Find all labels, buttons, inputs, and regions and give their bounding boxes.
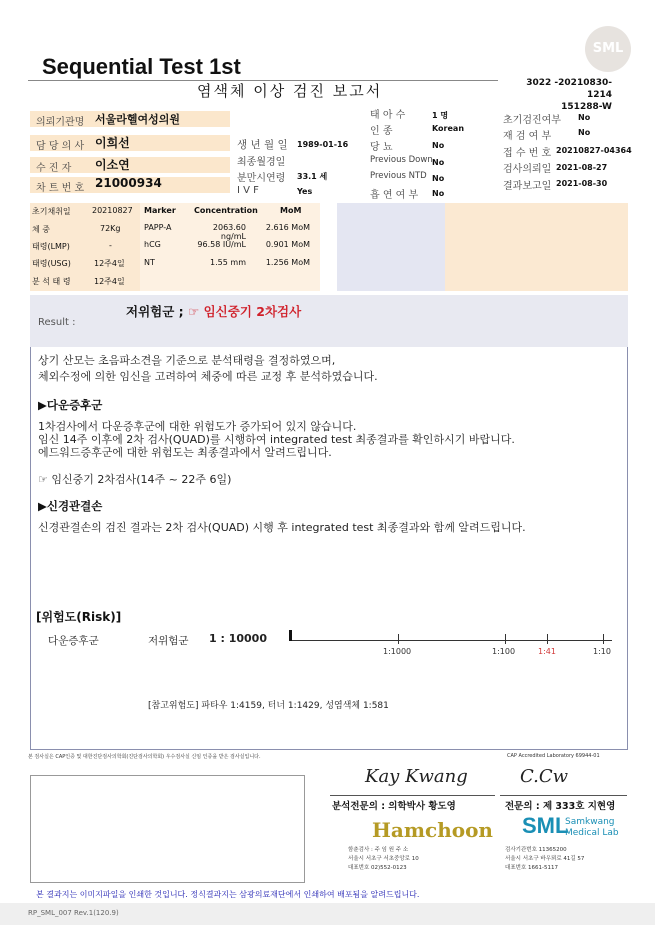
- scale-label-cutoff: 1:41: [538, 647, 556, 656]
- measure-label: 태령(USG): [32, 259, 71, 268]
- report-subtitle: 염색체 이상 검진 보고서: [197, 82, 383, 100]
- chart-label: 차 트 번 호: [36, 183, 85, 194]
- document-code: RP_SML_007 Rev.1(120.9): [28, 909, 119, 917]
- marker-name: hCG: [144, 240, 161, 249]
- risk-condition: 다운증후군: [48, 635, 99, 647]
- retest-value: No: [578, 128, 591, 137]
- hospital-label: 의뢰기관명: [36, 117, 85, 128]
- marker-header: Marker: [144, 206, 176, 215]
- request-date-label: 검사의뢰일: [503, 164, 552, 175]
- sml-badge-logo: SML: [585, 26, 631, 72]
- measure-value: 72Kg: [100, 224, 121, 233]
- comment-box: [30, 775, 305, 883]
- scale-tick: [547, 634, 548, 644]
- result-summary: [126, 302, 301, 320]
- measure-label: 분 석 태 령: [32, 277, 71, 286]
- scale-label: 1:1000: [383, 647, 412, 656]
- hamchoon-address: [348, 846, 419, 873]
- expert-title: 전문의 : 제 333호 지현영: [505, 801, 616, 812]
- expert-signature: C.Cw: [520, 766, 569, 787]
- fetus-label: 태 아 수: [370, 110, 406, 121]
- marker-concentration: 1.55 mm: [210, 258, 246, 267]
- ntd-line: 신경관결손의 검진 결과는 2차 검사(QUAD) 시행 후 integrated test 최종결과와 함께 알려드립니다.: [38, 521, 526, 534]
- down-line2: 임신 14주 이후에 2차 검사(QUAD)를 시행하여 integrated test 최종결과를 확인하시기 바랍니다.: [38, 433, 515, 446]
- report-date-value: 2021-08-30: [556, 179, 608, 188]
- prev-down-value: No: [432, 158, 445, 167]
- cap-note: 본 검사실은 CAP인증 및 대한진단검사의학회(진단검사의학회) 우수검사실 신임 인증을 받은 검사실입니다.: [28, 754, 261, 760]
- sml-address-line: 검사기관번호 11365200: [505, 847, 567, 853]
- sml-address-line: 서울시 서초구 바우뫼로 41길 57: [505, 856, 585, 862]
- risk-marker: [289, 630, 292, 641]
- smoking-value: No: [432, 189, 445, 198]
- result-risk-level: 저위험군 ;: [126, 304, 184, 319]
- measure-label: 초기채취일: [32, 207, 71, 216]
- marker-mom: 1.256 MoM: [265, 258, 310, 267]
- examinee-label: 수 진 자: [36, 163, 72, 174]
- result-para1-line2: 체외수정에 의한 임신을 고려하여 체중에 따른 교정 후 분석하였습니다.: [38, 370, 378, 383]
- cap-accreditation: CAP Accredited Laboratory 69944-01: [507, 753, 600, 759]
- hamchoon-address-line: 함춘검사 : 주 임 원 주 소: [348, 847, 409, 853]
- marker-concentration: 2063.60 ng/mL: [212, 223, 246, 241]
- race-value: Korean: [432, 124, 465, 133]
- analyst-title: 분석전문의 : 의학박사 황도영: [332, 801, 456, 812]
- risk-ratio: 1 : 10000: [209, 632, 267, 645]
- measure-label: 태령(LMP): [32, 242, 70, 251]
- ivf-value: Yes: [297, 187, 313, 196]
- expert-sig-line: [500, 795, 627, 796]
- report-code: [522, 77, 612, 113]
- risk-reference: [참고위험도] 파타우 1:4159, 터너 1:1429, 성염색체 1:581: [148, 701, 389, 711]
- first-test-value: No: [578, 113, 591, 122]
- scale-label: 1:10: [593, 647, 611, 656]
- ivf-label: I V F: [237, 185, 259, 196]
- ntd-heading: ▶신경관결손: [38, 499, 103, 513]
- doctor-value: 이희선: [95, 136, 130, 150]
- second-test-note: ☞ 임신중기 2차검사(14주 ~ 22주 6일): [38, 473, 232, 486]
- down-line1: 1차검사에서 다운증후군에 대한 위험도가 증가되어 있지 않습니다.: [38, 420, 357, 433]
- sml-logo: SML: [522, 813, 569, 838]
- smoking-label: 흡 연 여 부: [370, 190, 419, 201]
- scale-tick: [603, 634, 604, 644]
- report-title: Sequential Test 1st: [42, 54, 241, 79]
- hamchoon-logo: Hamchoon: [372, 818, 493, 842]
- hamchoon-address-line: 대표번호 02)552-0123: [348, 865, 407, 871]
- receipt-label: 접 수 번 호: [503, 148, 552, 159]
- diabetes-value: No: [432, 141, 445, 150]
- chart-value: 21000934: [95, 176, 162, 190]
- marker-name: PAPP-A: [144, 223, 172, 232]
- result-action: 임신중기 2차검사: [203, 304, 302, 319]
- measure-value: 12주4일: [94, 259, 125, 268]
- receipt-value: 20210827-04364: [556, 146, 632, 155]
- result-label: Result :: [38, 317, 76, 328]
- marker-mom: 2.616 MoM: [265, 223, 310, 232]
- result-para1-line1: 상기 산모는 초음파소견을 기준으로 분석태령을 결정하였으며,: [38, 354, 336, 367]
- doctor-label: 담 당 의 사: [36, 141, 85, 152]
- sml-address-line: 대표번호 1661-5117: [505, 865, 558, 871]
- prev-ntd-label: Previous NTD: [370, 171, 427, 181]
- marker-concentration: 96.58 IU/mL: [197, 240, 246, 249]
- analyst-sig-line: [330, 795, 495, 796]
- birth-label: 생 년 월 일: [237, 139, 288, 151]
- scale-tick: [505, 634, 506, 644]
- sml-logo-line: Medical Lab: [565, 828, 619, 838]
- marker-mom: 0.901 MoM: [265, 240, 310, 249]
- pointing-hand-icon: ☞: [188, 304, 200, 319]
- risk-heading: [위험도(Risk)]: [36, 610, 122, 624]
- fetus-value: 1 명: [432, 111, 449, 120]
- prev-ntd-value: No: [432, 174, 445, 183]
- hamchoon-address-line: 서울시 서초구 서초중앙로 10: [348, 856, 419, 862]
- first-test-label: 초기검진여부: [503, 115, 561, 126]
- age-label: 분만시연령: [237, 173, 286, 184]
- down-line3: 에드워드증후군에 대한 위험도는 최종결과에서 알려드립니다.: [38, 446, 332, 459]
- mom-header: MoM: [280, 206, 302, 215]
- measure-value: 12주4일: [94, 277, 125, 286]
- retest-label: 재 검 여 부: [503, 131, 552, 142]
- print-notice: 본 결과지는 이미지파일을 인쇄한 것입니다. 정식결과지는 삼광의료재단에서 인쇄하여 배포됨을 알려드립니다.: [36, 890, 420, 899]
- risk-scale-axis: [290, 640, 612, 641]
- measure-value: 20210827: [92, 206, 133, 215]
- sml-logo-text: [565, 817, 619, 839]
- report-code-line2: 151288-W: [561, 102, 612, 112]
- request-date-value: 2021-08-27: [556, 163, 608, 172]
- report-code-line1: 3022 -20210830-1214: [526, 78, 612, 100]
- extra-panel-peach: [445, 203, 628, 291]
- report-date-label: 결과보고일: [503, 181, 552, 192]
- measure-value: -: [109, 241, 112, 250]
- examinee-value: 이소연: [95, 158, 130, 172]
- extra-panel-blue: [337, 203, 445, 291]
- result-header: [30, 295, 628, 347]
- marker-name: NT: [144, 258, 155, 267]
- risk-category: 저위험군: [148, 635, 189, 647]
- analyst-signature: Kay Kwang: [365, 766, 468, 787]
- diabetes-label: 당 뇨: [370, 142, 393, 153]
- lmp-label: 최종월경일: [237, 157, 286, 168]
- down-heading: ▶다운증후군: [38, 398, 103, 412]
- birth-value: 1989-01-16: [297, 140, 349, 149]
- concentration-header: Concentration: [194, 206, 258, 215]
- prev-down-label: Previous Down: [370, 155, 433, 165]
- race-label: 인 종: [370, 126, 393, 137]
- measure-label: 체 중: [32, 225, 50, 234]
- sml-address: [505, 846, 584, 873]
- measure-row: [32, 206, 71, 224]
- scale-label: 1:100: [492, 647, 516, 656]
- sml-logo-line: Samkwang: [565, 817, 615, 827]
- hospital-value: 서울라헬여성의원: [95, 113, 181, 126]
- age-value: 33.1 세: [297, 172, 328, 181]
- scale-tick: [398, 634, 399, 644]
